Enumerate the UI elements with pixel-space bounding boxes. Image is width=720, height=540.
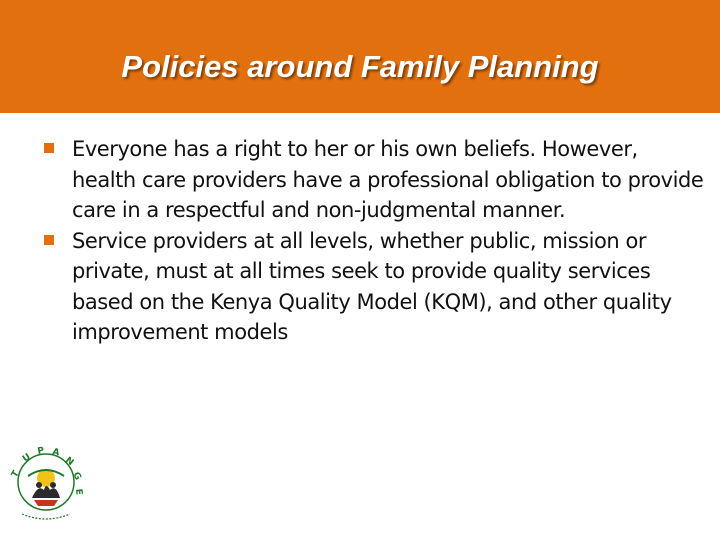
title-bar: [0, 0, 720, 113]
square-bullet-icon: [44, 143, 54, 153]
bullet-item: [44, 134, 704, 226]
bullet-item: [44, 226, 704, 348]
bullet-text: Service providers at all levels, whether public, mission or private, must at all times seek to provide quality services based on the Kenya Quality Model (KQM), and other quality improvement models: [72, 228, 672, 344]
svg-text:T: T: [9, 469, 22, 480]
bullet-text: Everyone has a right to her or his own beliefs. However, health care providers have a professional obligation to provide care in a respectful and non-judgmental manner.: [72, 137, 704, 222]
tupange-logo-icon: [8, 440, 84, 528]
bullet-list: [44, 134, 704, 348]
svg-text:P: P: [36, 445, 46, 457]
slide-title: Policies around Family Planning: [121, 49, 599, 84]
square-bullet-icon: [44, 235, 54, 245]
svg-text:G: G: [70, 470, 83, 482]
svg-text:E: E: [73, 488, 84, 496]
svg-text:A: A: [51, 447, 61, 459]
svg-text:N: N: [63, 455, 76, 469]
svg-text:U: U: [20, 452, 33, 465]
